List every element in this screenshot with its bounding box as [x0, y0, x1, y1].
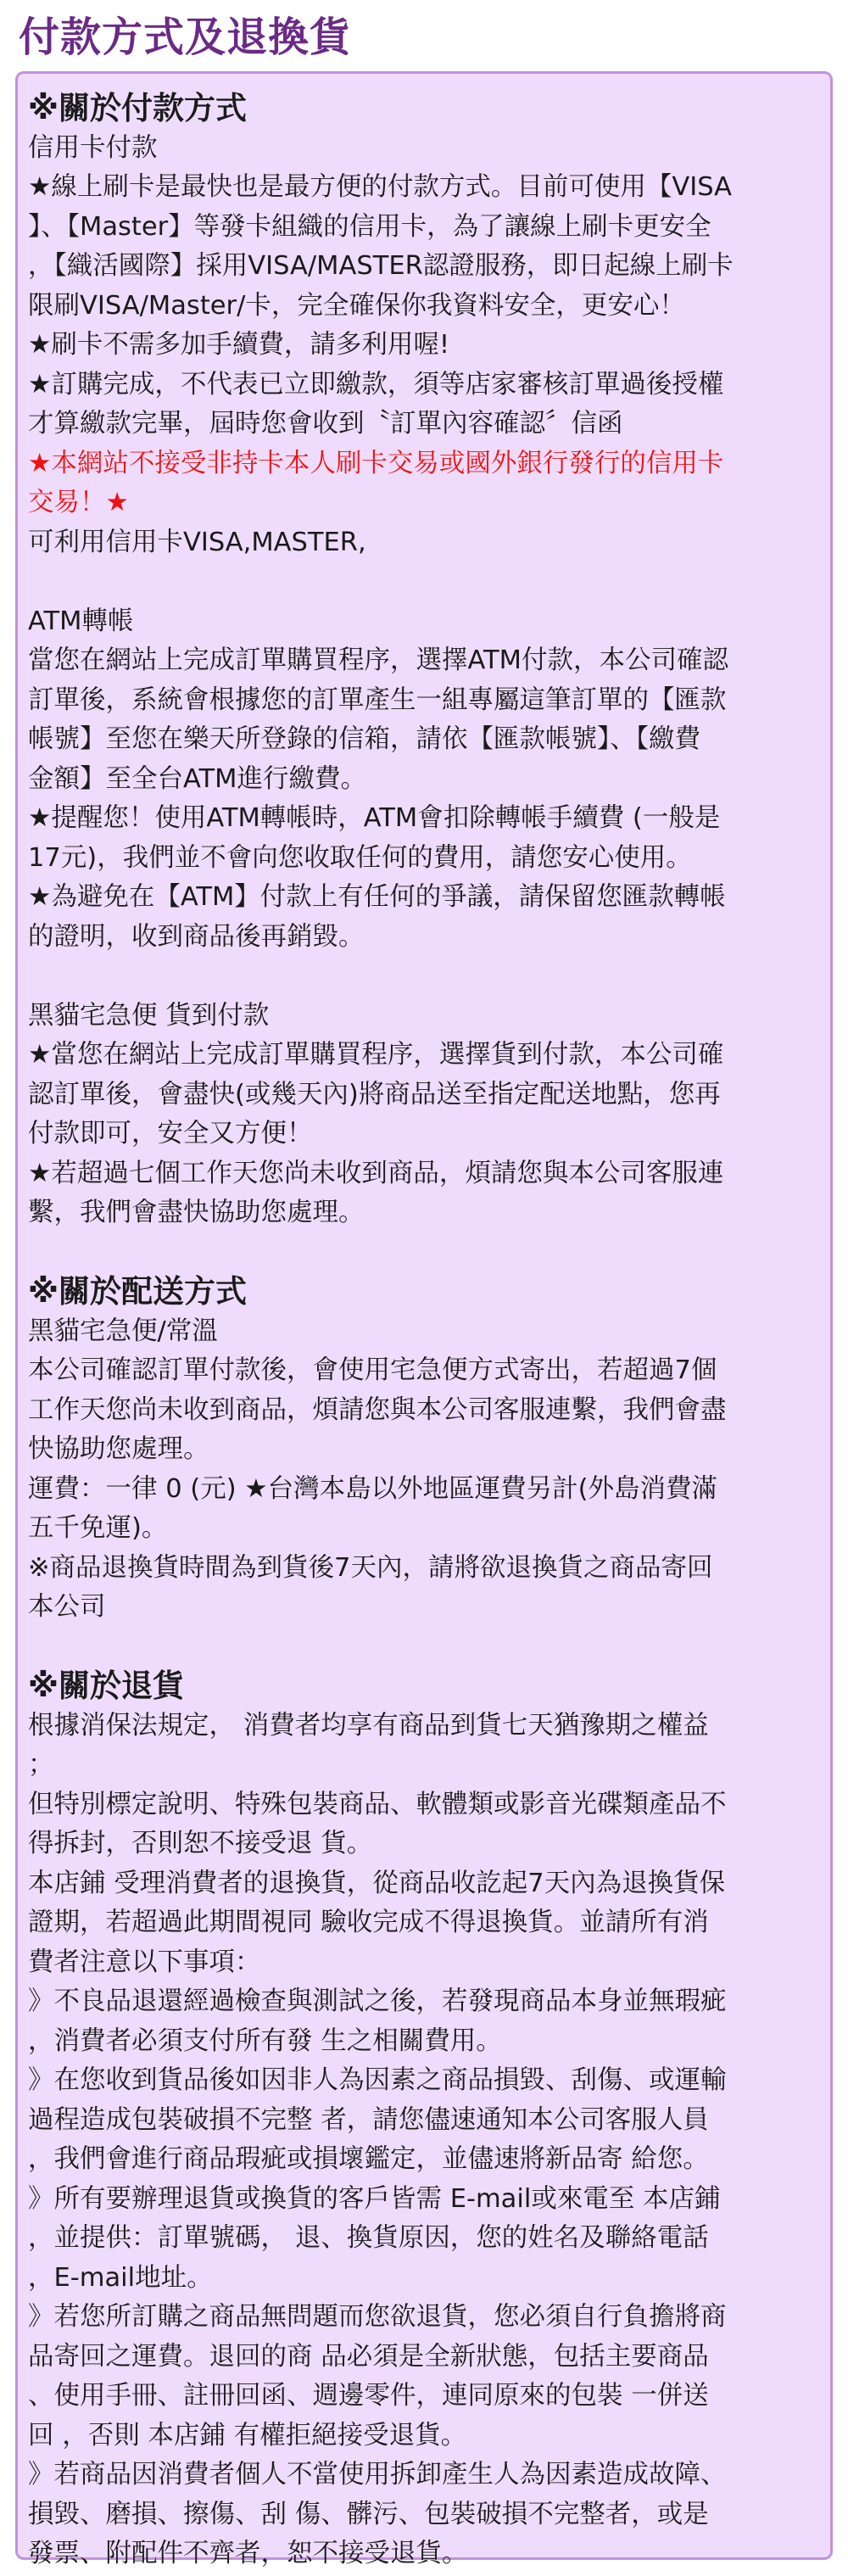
- text-line: 交易！★: [28, 488, 129, 517]
- blank-line: [28, 1628, 820, 1668]
- page-title: 付款方式及退換貨: [19, 14, 352, 61]
- text-line: 帳號】至您在樂天所登錄的信箱，請依【匯款帳號】、【繳費: [28, 724, 700, 754]
- text-line: 損毀、磨損、擦傷、刮 傷、髒污、包裝破損不完整者，或是: [28, 2499, 709, 2529]
- text-line: 當您在網站上完成訂單購買程序，選擇ATM付款，本公司確認: [28, 645, 728, 675]
- text-line: 發票、附配件不齊者，恕不接受退貨。: [28, 2539, 468, 2568]
- section-heading: ※關於付款方式: [28, 90, 247, 126]
- text-line: 本店鋪 受理消費者的退換貨，從商品收訖起7天內為退換貨保: [28, 1868, 726, 1898]
- text-line: 訂單後，系統會根據您的訂單產生一組專屬這筆訂單的【匯款: [28, 685, 727, 715]
- text-line: ，【織活國際】採用VISA/MASTER認證服務，即日起線上刷卡: [28, 251, 734, 281]
- text-line: 費者注意以下事項：: [28, 1947, 261, 1977]
- text-line: 品寄回之運費。退回的商 品必須是全新狀態，包括主要商品: [28, 2341, 709, 2372]
- text-line: 》在您收到貨品後如因非人為因素之商品損毀、刮傷、或運輸: [28, 2065, 727, 2095]
- blank-line: [28, 957, 820, 997]
- text-line: 本公司確認訂單付款後，會使用宅急便方式寄出，若超過7個: [28, 1355, 717, 1385]
- text-line: ★為避免在【ATM】付款上有任何的爭議，請保留您匯款轉帳: [28, 882, 726, 912]
- text-line: ★若超過七個工作天您尚未收到商品，煩請您與本公司客服連: [28, 1158, 724, 1188]
- text-line: ★當您在網站上完成訂單購買程序，選擇貨到付款，本公司確: [28, 1040, 724, 1070]
- text-line: 、使用手冊、註冊回函、週邊零件，連同原來的包裝 一併送: [28, 2381, 709, 2411]
- text-line: ，E-mail地址。: [28, 2262, 213, 2293]
- text-line: ※商品退換貨時間為到貨後7天內，請將欲退換貨之商品寄回: [28, 1552, 713, 1583]
- text-line: 繫，我們會盡快協助您處理。: [28, 1198, 365, 1227]
- text-line: 工作天您尚未收到商品，煩請您與本公司客服連繫，我們會盡: [28, 1394, 727, 1425]
- text-line: 本公司: [28, 1592, 106, 1622]
- text-line: ，我們會進行商品瑕疵或損壞鑑定，並儘速將新品寄 給您。: [28, 2144, 709, 2174]
- text-line: 》若商品因消費者個人不當使用拆卸產生人為因素造成故障、: [28, 2460, 727, 2489]
- text-line: 黑貓宅急便/常溫: [28, 1316, 218, 1346]
- text-line: ★提醒您！使用ATM轉帳時，ATM會扣除轉帳手續費 (一般是: [28, 803, 721, 833]
- policy-panel: [15, 71, 833, 2568]
- text-line: ★刷卡不需多加手續費，請多利用喔!: [28, 330, 450, 360]
- text-line: ，並提供：訂單號碼， 退、換貨原因，您的姓名及聯絡電話: [28, 2223, 709, 2253]
- text-line: ★本網站不接受非持卡本人刷卡交易或國外銀行發行的信用卡: [28, 448, 724, 478]
- text-line: 證期，若超過此期間視同 驗收完成不得退換貨。並請所有消: [28, 1908, 709, 1937]
- text-line: ★訂購完成，不代表已立即繳款，須等店家審核訂單過後授權: [28, 369, 724, 400]
- text-line: 】、【Master】等發卡組織的信用卡，為了讓線上刷卡更安全: [28, 211, 711, 242]
- text-line: 信用卡付款: [28, 132, 158, 163]
- section-heading: ※關於配送方式: [28, 1273, 247, 1310]
- text-line: 快協助您處理。: [28, 1434, 209, 1464]
- text-line: 但特別標定說明、特殊包裝商品、軟體類或影音光碟類產品不: [28, 1789, 727, 1819]
- section-heading: ※關於退貨: [28, 1668, 184, 1704]
- text-line: ，消費者必須支付所有發 生之相關費用。: [28, 2026, 502, 2056]
- text-line: 金額】至全台ATM進行繳費。: [28, 763, 366, 794]
- text-line: 黑貓宅急便 貨到付款: [28, 1000, 270, 1031]
- text-line: 》所有要辦理退貨或換貨的客戶皆需 E-mail或來電至 本店鋪: [28, 2183, 721, 2214]
- text-line: ★線上刷卡是最快也是最方便的付款方式。目前可使用【VISA: [28, 172, 732, 202]
- text-line: 五千免運)。: [28, 1513, 168, 1543]
- blank-line: [28, 562, 820, 602]
- text-line: 根據消保法規定， 消費者均享有商品到貨七天猶豫期之權益: [28, 1710, 709, 1741]
- text-line: 付款即可，安全又方便！: [28, 1119, 313, 1148]
- text-line: ATM轉帳: [28, 606, 134, 636]
- text-line: 得拆封，否則恕不接受退 貨。: [28, 1829, 373, 1858]
- text-line: 17元)，我們並不會向您收取任何的費用，請您安心使用。: [28, 842, 692, 873]
- text-line: 過程造成包裝破損不完整 者，請您儘速通知本公司客服人員: [28, 2104, 709, 2135]
- text-line: 》不良品退還經過檢查與測試之後，若發現商品本身並無瑕疵: [28, 1986, 727, 2016]
- text-line: 》若您所訂購之商品無問題而您欲退貨，您必須自行負擔將商: [28, 2302, 727, 2332]
- text-line: 運費：一律 0 (元) ★台灣本島以外地區運費另計(外島消費滿: [28, 1473, 718, 1504]
- text-line: 可利用信用卡VISA,MASTER,: [28, 527, 366, 557]
- text-line: 才算繳款完畢，屆時您會收到〝訂單內容確認〞信函: [28, 409, 623, 439]
- text-line: 回 ，否則 本店鋪 有權拒絕接受退貨。: [28, 2420, 467, 2450]
- blank-line: [28, 1233, 820, 1273]
- text-line: 認訂單後，會盡快(或幾天內)將商品送至指定配送地點，您再: [28, 1079, 721, 1109]
- text-line: ；: [28, 1750, 54, 1780]
- text-line: 限刷VISA/Master/卡，完全確保你我資料安全，更安心！: [28, 290, 685, 321]
- text-line: 的證明，收到商品後再銷毀。: [28, 921, 365, 952]
